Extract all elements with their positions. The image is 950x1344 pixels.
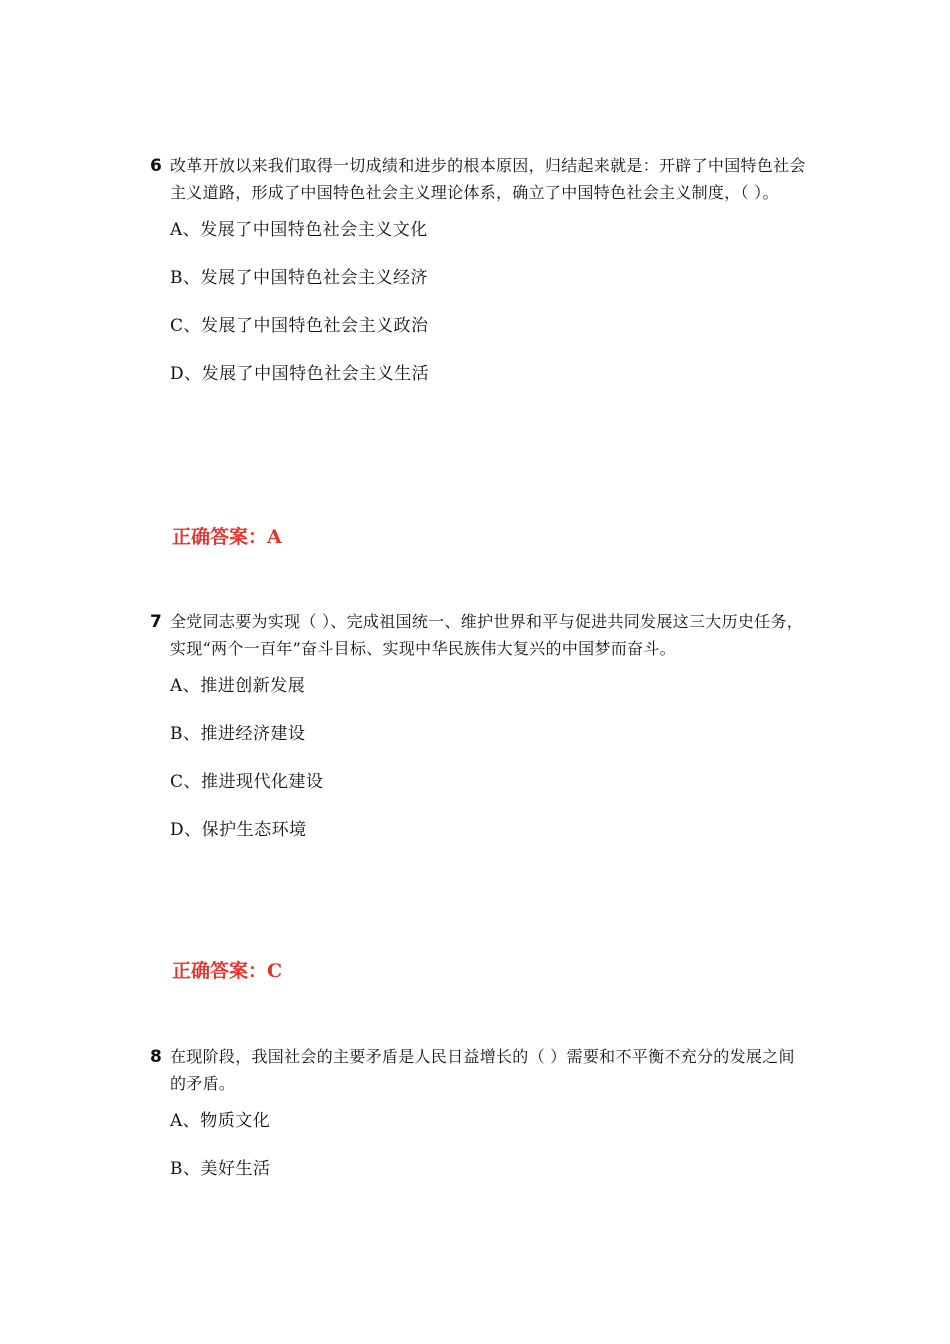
answer-label: 正确答案： (172, 526, 268, 548)
answer-value: C (267, 960, 283, 982)
question-text: 全党同志要为实现（ ）、完成祖国统一、维护世界和平与促进共同发展这三大历史任务，实现“两个一百年”奋斗目标、实现中华民族伟大复兴的中国梦而奋斗。 (170, 612, 804, 658)
question-text: 改革开放以来我们取得一切成绩和进步的根本原因，归结起来就是：开辟了中国特色社会主义道路，形成了中国特色社会主义理论体系，确立了中国特色社会主义制度，（ ）。 (170, 156, 806, 202)
option-list (170, 218, 810, 386)
option-c: C、推进现代化建设 (170, 772, 324, 792)
question-6 (150, 152, 810, 410)
option-c: C、发展了中国特色社会主义政治 (170, 316, 429, 336)
answer-value: A (267, 526, 282, 548)
question-8 (150, 1043, 810, 1205)
option-a: A、推进创新发展 (170, 676, 306, 696)
question-6-header (150, 152, 810, 206)
option-b: B、发展了中国特色社会主义经济 (170, 268, 428, 288)
question-text: 在现阶段，我国社会的主要矛盾是人民日益增长的（ ）需要和不平衡不充分的发展之间的矛盾。 (170, 1047, 795, 1093)
answer-label: 正确答案： (172, 960, 268, 982)
question-number: 6 (150, 156, 162, 176)
option-a: A、物质文化 (170, 1111, 271, 1131)
answer-6 (172, 524, 282, 550)
option-b: B、美好生活 (170, 1159, 271, 1179)
option-a: A、发展了中国特色社会主义文化 (170, 220, 428, 240)
question-number: 8 (150, 1047, 162, 1067)
question-8-header (150, 1043, 810, 1097)
answer-7 (172, 958, 282, 984)
question-7 (150, 608, 810, 866)
option-list (170, 1109, 810, 1181)
option-b: B、推进经济建设 (170, 724, 306, 744)
question-number: 7 (150, 612, 162, 632)
option-d: D、保护生态环境 (170, 820, 307, 840)
option-d: D、发展了中国特色社会主义生活 (170, 364, 430, 384)
question-7-header (150, 608, 810, 662)
option-list (170, 674, 810, 842)
